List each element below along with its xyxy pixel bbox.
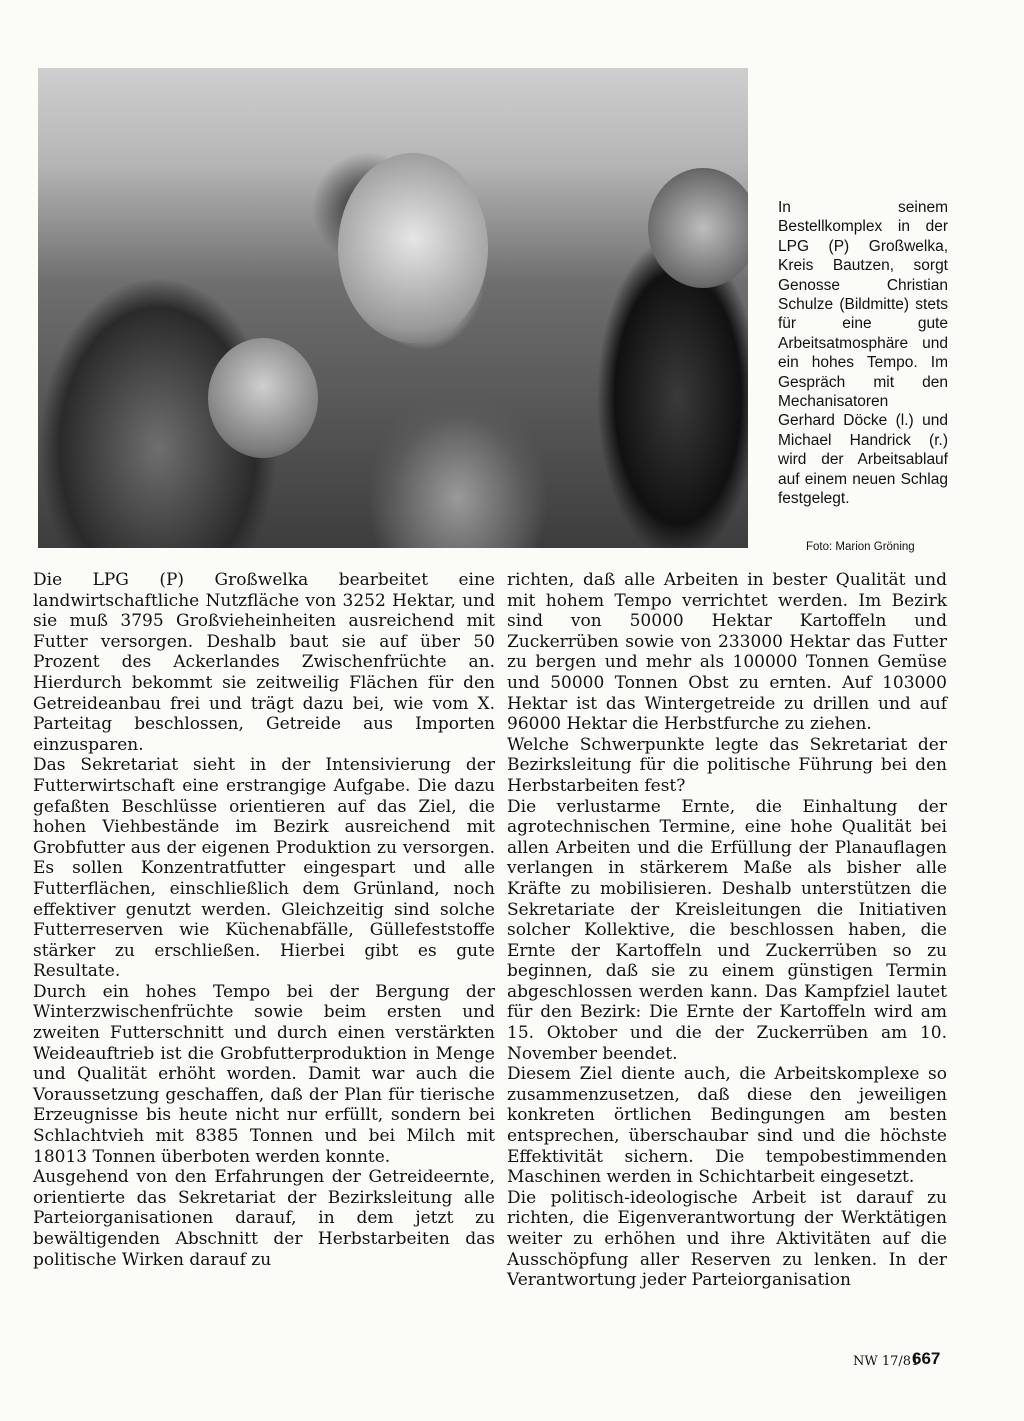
article-paragraph: Das Sekretariat sieht in der Intensivierung der Futterwirtschaft eine erstrangige Aufgabe. Die dazu gefaßten Beschlüsse orientieren auf das Ziel, die hohen Viehbestände im Bezirk ausreichend mit Grobfutter aus der eigenen Produktion zu versorgen. Es sollen Konzentratfutter eingespart und alle Futterflächen, einschließlich dem Grünland, noch effektiver genutzt werden. Gleichzeitig sind solche Futterreserven wie Küchenabfälle, Güllefeststoffe stärker zu erschließen. Hierbei gibt es gute Resultate. — [33, 755, 495, 982]
issue-label: NW 17/81 — [853, 1354, 920, 1369]
photo-face-right — [648, 168, 748, 288]
article-column-left — [33, 570, 495, 1270]
article-paragraph: Durch ein hohes Tempo bei der Bergung der Winterzwischenfrüchte sowie beim ersten und zweiten Futterschnitt und durch einen verstärkten Weideauftrieb ist die Grobfutterproduktion in Menge und Qualität erhöht worden. Damit war auch die Voraussetzung geschaffen, daß der Plan für tierische Erzeugnisse bis heute nicht nur erfüllt, sondern bei Schlachtvieh mit 8385 Tonnen und bei Milch mit 18013 Tonnen überboten werden konnte. — [33, 981, 495, 1167]
photo-caption: In seinem Bestellkomplex in der LPG (P) Großwelka, Kreis Bautzen, sorgt Genosse Christian Schulze (Bildmitte) stets für eine gute Arbeitsatmosphäre und ein hohes Tempo. Im Gespräch mit den Mechanisatoren Gerhard Döcke (l.) und Michael Handrick (r.) wird der Arbeitsablauf auf einem neuen Schlag festgelegt. — [778, 199, 948, 508]
page-number: 667 — [912, 1349, 941, 1368]
article-paragraph: Die verlustarme Ernte, die Einhaltung der agrotechnischen Termine, eine hohe Qualität bei allen Arbeiten und die Erfüllung der Planauflagen verlangen in stärkerem Maße als bisher alle Kräfte zu mobilisieren. Deshalb unterstützen die Sekretariate der Kreisleitungen die Initiativen solcher Kollektive, die beschlossen haben, die Ernte der Kartoffeln und Zuckerrüben so zu beginnen, daß sie zu einem günstigen Termin abgeschlossen werden kann. Das Kampfziel lautet für den Bezirk: Die Ernte der Kartoffeln wird am 15. Oktober und die der Zuckerrüben am 10. November beendet. — [507, 796, 947, 1064]
article-paragraph: Ausgehend von den Erfahrungen der Getreideernte, orientierte das Sekretariat der Bezirksleitung alle Parteiorganisationen darauf, in dem jetzt zu bewältigenden Abschnitt der Herbstarbeiten das politische Wirken darauf zu — [33, 1167, 495, 1270]
article-paragraph: Diesem Ziel diente auch, die Arbeitskomplexe so zusammenzusetzen, daß diese den jeweiligen konkreten örtlichen Bedingungen am besten entsprechen, überschaubar sind und die höchste Effektivität sichern. Die tempobestimmenden Maschinen werden in Schichtarbeit eingesetzt. — [507, 1064, 947, 1188]
article-photo — [38, 68, 748, 548]
photo-credit: Foto: Marion Gröning — [806, 541, 915, 553]
photo-face-center — [338, 153, 488, 343]
photo-head-left — [208, 338, 318, 458]
article-paragraph: richten, daß alle Arbeiten in bester Qualität und mit hohem Tempo verrichtet werden. Im Bezirk sind von 50000 Hektar Kartoffeln und Zuckerrüben sowie von 233000 Hektar das Futter zu bergen und mehr als 100000 Tonnen Gemüse und 50000 Tonnen Obst zu ernten. Auf 103000 Hektar ist das Wintergetreide zu drillen und auf 96000 Hektar die Herbstfurche zu ziehen. — [507, 570, 947, 735]
article-question: Welche Schwerpunkte legte das Sekretariat der Bezirksleitung für die politische Führung bei den Herbstarbeiten fest? — [507, 734, 947, 796]
article-column-right — [507, 570, 947, 1291]
article-paragraph: Die politisch-ideologische Arbeit ist darauf zu richten, die Eigenverantwortung der Werktätigen weiter zu erhöhen und ihre Aktivitäten auf die Ausschöpfung aller Reserven zu lenken. In der Verantwortung jeder Parteiorganisation — [507, 1187, 947, 1291]
article-paragraph: Die LPG (P) Großwelka bearbeitet eine landwirtschaftliche Nutzfläche von 3252 Hektar, und sie muß 3795 Großvieheinheiten ausreichend mit Futter versorgen. Deshalb baut sie auf über 50 Prozent des Ackerlandes Zwischenfrüchte an. Hierdurch bekommt sie zeitweilig Flächen für den Getreideanbau frei und trägt dazu bei, wie vom X. Parteitag beschlossen, Getreide aus Importen einzusparen. — [33, 570, 495, 755]
